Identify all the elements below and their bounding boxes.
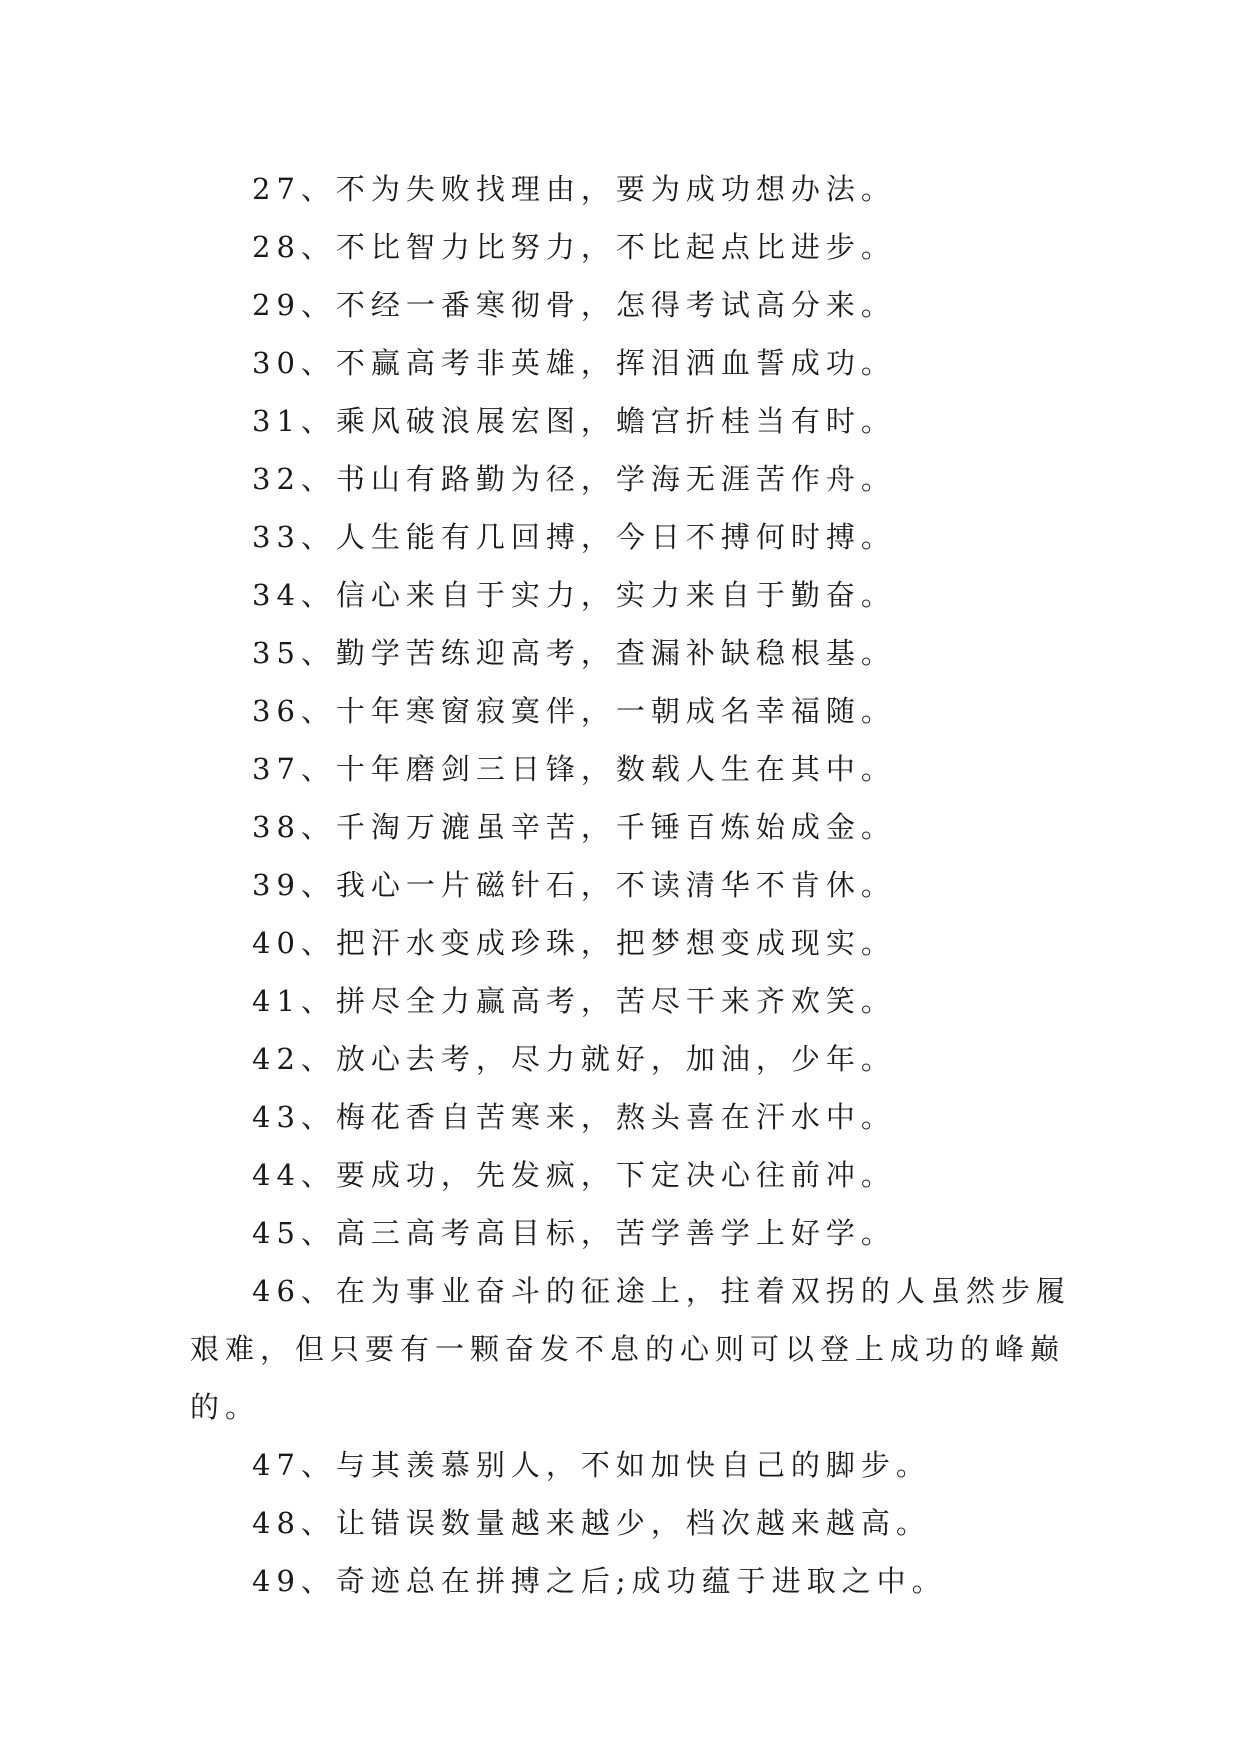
motto-item-27: 27、不为失败找理由，要为成功想办法。 bbox=[252, 172, 896, 206]
motto-item-35: 35、勤学苦练迎高考，查漏补缺稳根基。 bbox=[252, 636, 896, 670]
motto-item-30: 30、不赢高考非英雄，挥泪洒血誓成功。 bbox=[252, 346, 896, 380]
motto-item-44: 44、要成功，先发疯，下定决心往前冲。 bbox=[252, 1158, 896, 1192]
motto-item-48: 48、让错误数量越来越少，档次越来越高。 bbox=[252, 1506, 931, 1540]
motto-item-40: 40、把汗水变成珍珠，把梦想变成现实。 bbox=[252, 926, 896, 960]
motto-item-34: 34、信心来自于实力，实力来自于勤奋。 bbox=[252, 578, 896, 612]
motto-item-31: 31、乘风破浪展宏图，蟾宫折桂当有时。 bbox=[252, 404, 896, 438]
motto-item-32: 32、书山有路勤为径，学海无涯苦作舟。 bbox=[252, 462, 896, 496]
motto-item-43: 43、梅花香自苦寒来，熬头喜在汗水中。 bbox=[252, 1100, 896, 1134]
motto-item-36: 36、十年寒窗寂寞伴，一朝成名幸福随。 bbox=[252, 694, 896, 728]
motto-list bbox=[190, 160, 1095, 1610]
motto-item-33: 33、人生能有几回搏，今日不搏何时搏。 bbox=[252, 520, 896, 554]
motto-item-46: 46、在为事业奋斗的征途上，拄着双拐的人虽然步履艰难，但只要有一颗奋发不息的心则可以登上成功的峰巅的。 bbox=[190, 1274, 1071, 1424]
motto-item-29: 29、不经一番寒彻骨，怎得考试高分来。 bbox=[252, 288, 896, 322]
motto-item-37: 37、十年磨剑三日锋，数载人生在其中。 bbox=[252, 752, 896, 786]
motto-item-41: 41、拼尽全力赢高考，苦尽干来齐欢笑。 bbox=[252, 984, 896, 1018]
motto-item-45: 45、高三高考高目标，苦学善学上好学。 bbox=[252, 1216, 896, 1250]
motto-item-28: 28、不比智力比努力，不比起点比进步。 bbox=[252, 230, 896, 264]
motto-item-38: 38、千淘万漉虽辛苦，千锤百炼始成金。 bbox=[252, 810, 896, 844]
motto-item-42: 42、放心去考，尽力就好，加油，少年。 bbox=[252, 1042, 896, 1076]
motto-item-49: 49、奇迹总在拼搏之后;成功蕴于进取之中。 bbox=[252, 1564, 947, 1598]
motto-item-39: 39、我心一片磁针石，不读清华不肯休。 bbox=[252, 868, 896, 902]
motto-item-47: 47、与其羡慕别人，不如加快自己的脚步。 bbox=[252, 1448, 931, 1482]
